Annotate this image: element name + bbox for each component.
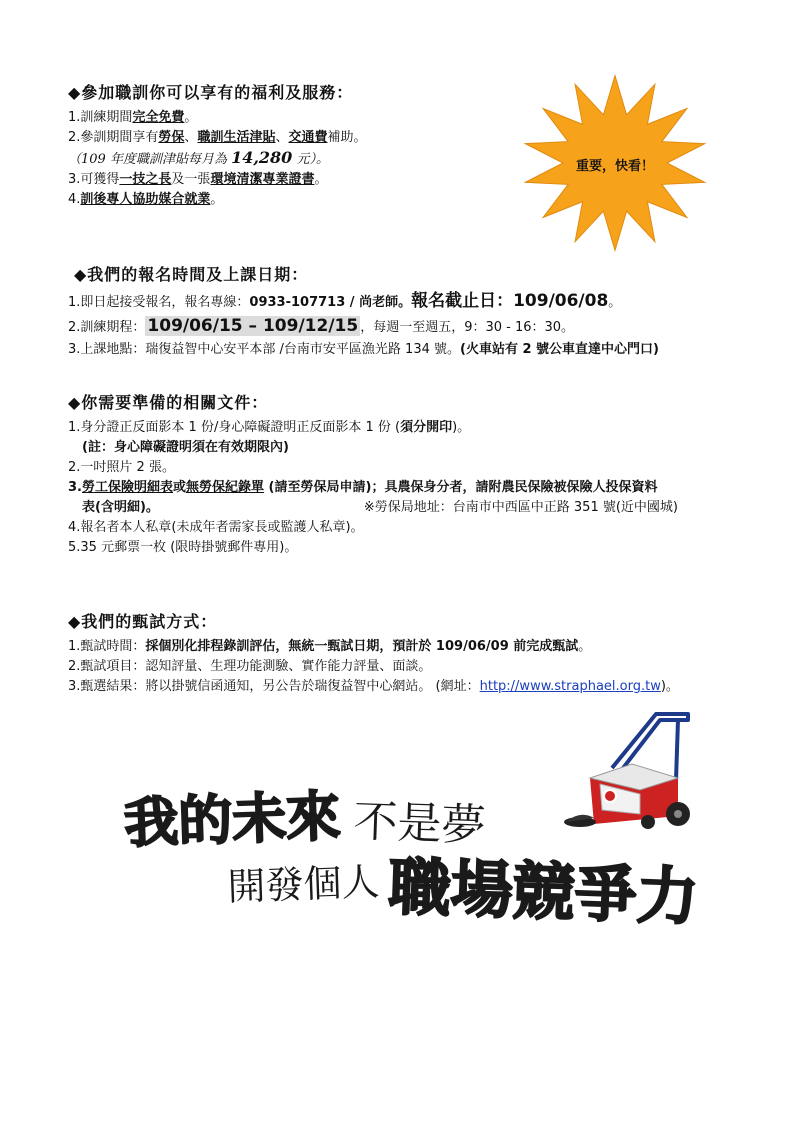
documents-section xyxy=(68,390,748,558)
text: 。 xyxy=(608,295,622,310)
screening-schedule: 採個別化排程錄訓評估，無統一甄試日期，預計於 109/06/09 前完成甄試 xyxy=(145,639,579,654)
slogan-part-3: 開發個人 xyxy=(226,859,381,909)
no-insurance-record-text: 無勞保紀錄單 xyxy=(186,480,265,495)
training-period: 109/06/15 – 109/12/15 xyxy=(147,316,359,336)
text: 。 xyxy=(210,192,224,207)
text: 3.甄選結果：將以掛號信函通知，另公告於瑞復益智中心網站。 (網址： xyxy=(68,679,480,694)
text: 1.身分證正反面影本 1 份/身心障礙證明正反面影本 1 份 ( xyxy=(68,420,401,435)
text: 補助。 xyxy=(327,130,367,145)
text: 1.甄試時間： xyxy=(68,639,146,654)
text: ，每週一至週五，9：30 - 16：30。 xyxy=(360,320,575,335)
document-line-3 xyxy=(68,478,748,498)
deadline-text: 報名截止日：109/06/08 xyxy=(411,291,609,311)
text: 。 xyxy=(314,172,328,187)
document-line-1 xyxy=(68,418,748,438)
screening-heading: ◆我們的甄試方式： xyxy=(68,612,218,631)
slogan-part-4: 職場競爭力 xyxy=(387,850,700,934)
screening-line-3 xyxy=(68,677,748,697)
registration-heading: ◆我們的報名時間及上課日期： xyxy=(74,265,309,284)
transport-fee-text: 交通費 xyxy=(288,130,328,145)
labor-insurance-text: 勞保 xyxy=(158,130,185,145)
text: 3. xyxy=(68,480,82,495)
registration-line-3 xyxy=(68,340,748,360)
registration-line-1 xyxy=(68,290,748,314)
slogan-part-2: 不是夢 xyxy=(352,796,487,852)
starburst-text: 重要，快看！ xyxy=(575,159,655,174)
text: )。 xyxy=(452,420,471,435)
text: 元）。 xyxy=(292,152,329,167)
text: 表(含明細)。 xyxy=(82,500,159,515)
document-line-5: 5.35 元郵票一枚 (限時掛號郵件專用)。 xyxy=(68,540,298,555)
text: 4. xyxy=(68,192,81,207)
document-note: (註：身心障礙證明須在有效期限內) xyxy=(82,440,289,455)
text: (請至勞保局申請)；具農保身分者，請附農民保險被保險人投保資料 xyxy=(264,480,658,495)
free-training-text: 完全免費 xyxy=(132,110,185,125)
text: 2.訓練期程： xyxy=(68,320,146,335)
living-allowance-text: 職訓生活津貼 xyxy=(197,130,276,145)
website-link[interactable]: http://www.straphael.org.tw xyxy=(479,679,661,694)
documents-heading: ◆你需要準備的相關文件： xyxy=(68,393,269,412)
print-separately-text: 須分開印 xyxy=(400,420,453,435)
registration-section xyxy=(68,262,748,360)
certificate-text: 環境清潔專業證書 xyxy=(210,172,315,187)
phone-number: 0933-107713 / xyxy=(249,295,360,310)
registration-line-2 xyxy=(68,314,748,340)
document-line-4: 4.報名者本人私章(未成年者需家長或監護人私章)。 xyxy=(68,520,364,535)
document-line-2: 2.一吋照片 2 張。 xyxy=(68,460,175,475)
important-starburst xyxy=(515,68,715,258)
text: 1.即日起接受報名，報名專線： xyxy=(68,295,250,310)
screening-section xyxy=(68,609,748,697)
floor-sweeper-image xyxy=(560,706,710,846)
allowance-amount: 14,280 xyxy=(231,148,293,167)
text: 及一張 xyxy=(171,172,211,187)
text: 。 xyxy=(184,110,198,125)
text: 3.可獲得 xyxy=(68,172,120,187)
text: 1.訓練期間 xyxy=(68,110,133,125)
bus-note: (火車站有 2 號公車直達中心門口) xyxy=(460,342,659,357)
text: 、 xyxy=(184,130,198,145)
screening-line-2: 2.甄試項目：認知評量、生理功能測驗、實作能力評量、面談。 xyxy=(68,659,432,674)
text: （109 年度職訓津貼每月為 xyxy=(68,152,232,167)
text: 、 xyxy=(275,130,289,145)
benefits-heading: ◆參加職訓你可以享有的福利及服務： xyxy=(68,83,354,102)
text: )。 xyxy=(660,679,679,694)
document-line-3b xyxy=(68,498,748,518)
teacher-name: 尚老師。 xyxy=(359,295,412,310)
screening-line-1 xyxy=(68,637,748,657)
text: 。 xyxy=(578,639,592,654)
text: 3.上課地點：瑞復益智中心安平本部 /台南市安平區漁光路 134 號。 xyxy=(68,342,460,357)
text: 2.參訓期間享有 xyxy=(68,130,159,145)
slogan-part-1: 我的未來 xyxy=(123,784,342,855)
skill-text: 一技之長 xyxy=(119,172,172,187)
text: 或 xyxy=(173,480,187,495)
bureau-address: ※勞保局地址：台南市中西區中正路 351 號(近中國城) xyxy=(363,500,679,515)
insurance-detail-text: 勞工保險明細表 xyxy=(81,480,173,495)
job-matching-text: 訓後專人協助媒合就業 xyxy=(80,192,211,207)
